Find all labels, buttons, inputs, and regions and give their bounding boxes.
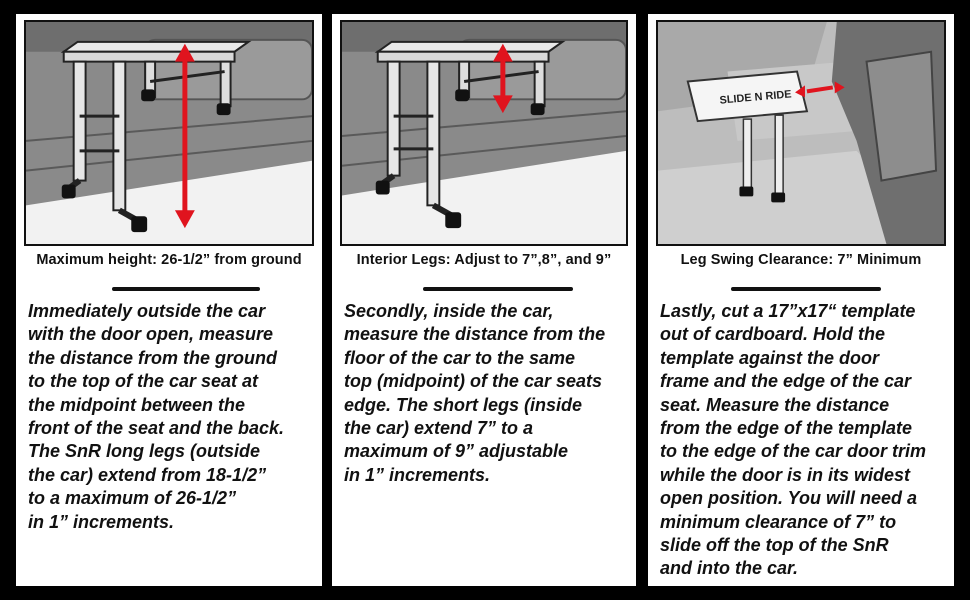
caption-leg-swing: Leg Swing Clearance: 7” Minimum [680,252,922,268]
panel-max-height [16,14,322,586]
board-logo: SLIDE N RIDE [719,88,793,107]
caption-interior-legs: Interior Legs: Adjust to 7”,8”, and 9” [356,252,612,268]
divider [112,287,260,291]
panel-leg-swing-clearance [648,14,954,586]
divider [423,287,573,291]
instructions-step-3: Lastly, cut a 17”x17“ template out of cardboard. Hold the template against the door frame and the edge of the car seat. Measure the distance from the edge of the template to the edge of the car door trim while the door is in its widest open position. You will need a minimum clearance of 7” to slide off the top of the SnR and into the car. [660,301,927,579]
illustration-outside-legs [24,20,314,246]
illustration-interior-legs [340,20,628,246]
instructions-step-1: Immediately outside the car with the door open, measure the distance from the ground to the top of the car seat at the midpoint between the front of the seat and the back. The SnR long legs (outside the car) extend from 18-1/2” to a maximum of 26-1/2” in 1” increments. [28,301,285,532]
caption-max-height: Maximum height: 26-1/2” from ground [36,252,302,268]
panel-interior-legs [332,14,636,586]
photo-car-door-clearance [656,20,946,246]
instructions-step-2: Secondly, inside the car, measure the distance from the floor of the car to the same top (midpoint) of the car seats edge. The short legs (inside the car) extend 7” to a maximum of 9” adjustable in 1” increments. [344,301,606,485]
divider [731,287,881,291]
